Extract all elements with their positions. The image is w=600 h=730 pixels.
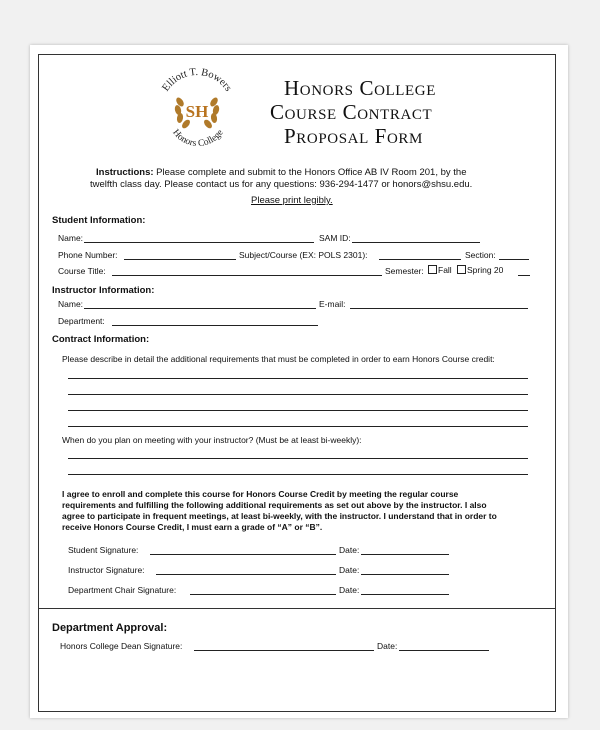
meeting-line-1[interactable]: [68, 458, 528, 459]
chair-signature-label: Department Chair Signature:: [68, 585, 177, 595]
section-field[interactable]: [499, 259, 529, 260]
subject-label: Subject/Course (EX: POLS 2301):: [239, 250, 368, 260]
describe-line-4[interactable]: [68, 426, 528, 427]
instructions-label: Instructions:: [96, 167, 154, 178]
student-signature-field[interactable]: [150, 554, 336, 555]
describe-line-2[interactable]: [68, 394, 528, 395]
email-field[interactable]: [350, 308, 528, 309]
sam-id-label: SAM ID:: [319, 233, 351, 243]
seal-monogram: SH: [185, 102, 209, 121]
dean-signature-field[interactable]: [194, 650, 374, 651]
instructor-date-field[interactable]: [361, 574, 449, 575]
title-line-2: Course Contract: [270, 100, 433, 124]
student-date-label: Date:: [339, 545, 360, 555]
contract-info-heading: Contract Information:: [52, 334, 150, 345]
chair-date-label: Date:: [339, 585, 360, 595]
sam-id-field[interactable]: [352, 242, 480, 243]
phone-field[interactable]: [124, 259, 236, 260]
instructor-signature-field[interactable]: [156, 574, 336, 575]
course-title-label: Course Title:: [58, 266, 106, 276]
checkbox-icon[interactable]: [457, 265, 466, 274]
instructor-info-heading: Instructor Information:: [52, 285, 155, 296]
instructor-name-label: Name:: [58, 299, 84, 309]
section-label: Section:: [465, 250, 496, 260]
agreement-line-2: requirements and fulfilling the following additional requirements as set out above by the instructor. I also: [62, 500, 487, 510]
approval-divider: [38, 608, 556, 609]
course-title-field[interactable]: [112, 275, 382, 276]
agreement-line-1: I agree to enroll and complete this course for Honors Course Credit by meeting the regular course: [62, 489, 459, 499]
checkbox-icon[interactable]: [428, 265, 437, 274]
student-name-label: Name:: [58, 233, 84, 243]
describe-prompt: Please describe in detail the additional requirements that must be completed in order to earn Honors Course credit:: [62, 354, 495, 364]
chair-date-field[interactable]: [361, 594, 449, 595]
semester-spring-option[interactable]: Spring 20: [457, 265, 503, 275]
semester-label: Semester:: [385, 266, 424, 276]
instructor-signature-label: Instructor Signature:: [68, 565, 145, 575]
form-border: [38, 54, 556, 712]
dean-signature-label: Honors College Dean Signature:: [60, 641, 183, 651]
email-label: E-mail:: [319, 299, 346, 309]
subject-field[interactable]: [379, 259, 461, 260]
student-name-field[interactable]: [84, 242, 314, 243]
semester-fall-option[interactable]: Fall: [428, 265, 452, 275]
instructions-line-2: twelfth class day. Please contact us for any questions: 936-294-1477 or honors@shsu.edu.: [90, 179, 473, 190]
seal-arc-text: Elliott T. Bowers: [160, 66, 234, 94]
student-signature-label: Student Signature:: [68, 545, 139, 555]
student-info-heading: Student Information:: [52, 215, 146, 226]
dean-date-field[interactable]: [399, 650, 489, 651]
dean-date-label: Date:: [377, 641, 398, 651]
print-legibly-note: Please print legibly.: [251, 195, 333, 206]
title-line-3: Proposal Form: [284, 124, 423, 148]
agreement-line-4: receive Honors Course Credit, I must earn a grade of “A” or “B”.: [62, 522, 323, 532]
instructions-line-1: Instructions: Please complete and submit to the Honors Office AB IV Room 201, by the: [96, 167, 467, 178]
student-date-field[interactable]: [361, 554, 449, 555]
svg-text:Elliott T. Bowers: [160, 67, 233, 94]
spring-year-field[interactable]: [518, 275, 530, 276]
department-field[interactable]: [112, 325, 318, 326]
describe-line-3[interactable]: [68, 410, 528, 411]
department-approval-heading: Department Approval:: [52, 622, 168, 634]
seal-bottom-text: Honors College: [170, 127, 226, 146]
phone-label: Phone Number:: [58, 250, 118, 260]
chair-signature-field[interactable]: [190, 594, 336, 595]
meeting-line-2[interactable]: [68, 474, 528, 475]
title-line-1: Honors College: [284, 76, 436, 100]
instructor-date-label: Date:: [339, 565, 360, 575]
meeting-prompt: When do you plan on meeting with your instructor? (Must be at least bi-weekly):: [62, 435, 362, 445]
svg-text:Honors College: [170, 128, 225, 146]
instructor-name-field[interactable]: [84, 308, 316, 309]
agreement-line-3: agree to participate in frequent meetings, at least bi-weekly, with the instructor. I understand that in order to: [62, 511, 497, 521]
honors-college-seal: [150, 64, 244, 146]
department-label: Department:: [58, 316, 105, 326]
describe-line-1[interactable]: [68, 378, 528, 379]
